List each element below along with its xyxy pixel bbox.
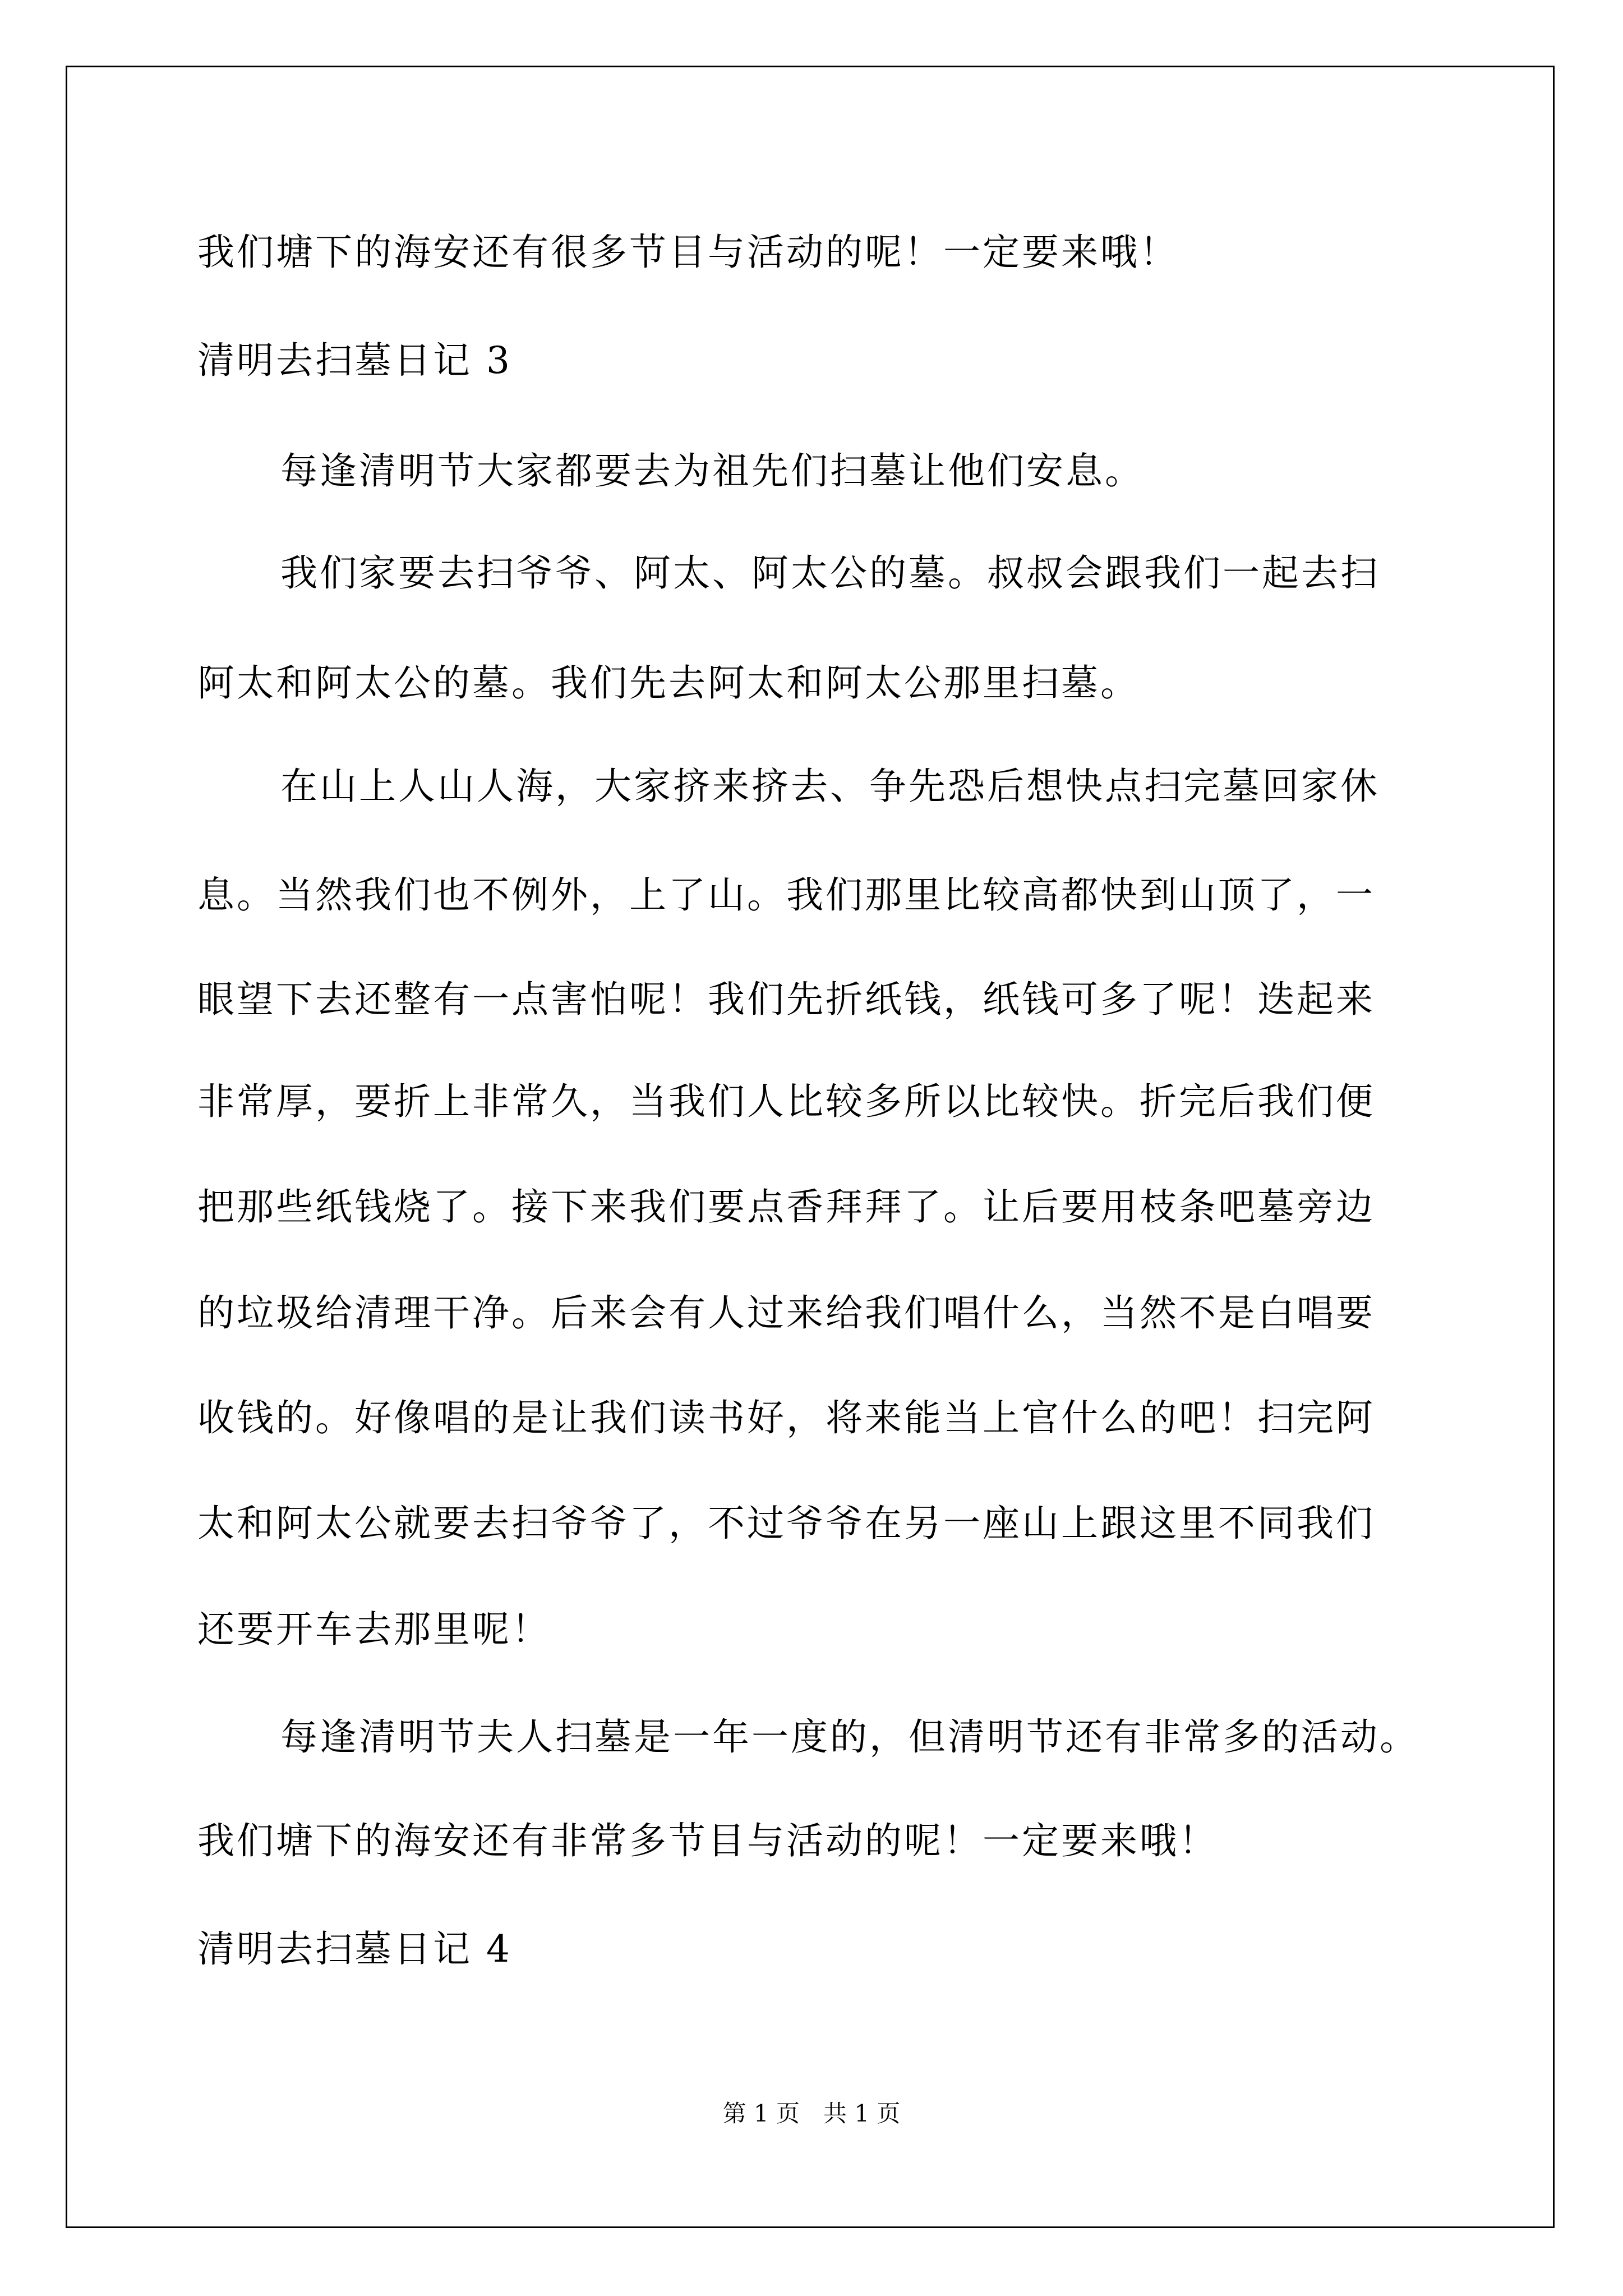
paragraph-line: 我们塘下的海安还有非常多节目与活动的呢！一定要来哦！ (197, 1819, 1218, 1862)
page-border (66, 66, 1555, 2228)
page-number-footer: 第 1 页 共 1 页 (722, 2100, 901, 2127)
paragraph-line: 的垃圾给清理干净。后来会有人过来给我们唱什么，当然不是白唱要 (197, 1291, 1375, 1335)
paragraph-line: 我们家要去扫爷爷、阿太、阿太公的墓。叔叔会跟我们一起去扫 (280, 551, 1380, 595)
paragraph-line: 阿太和阿太公的墓。我们先去阿太和阿太公那里扫墓。 (197, 661, 1140, 705)
paragraph-line: 我们塘下的海安还有很多节目与活动的呢！一定要来哦！ (197, 231, 1179, 274)
paragraph-line: 每逢清明节夫人扫墓是一年一度的，但清明节还有非常多的活动。 (280, 1715, 1419, 1759)
paragraph-line: 每逢清明节大家都要去为祖先们扫墓让他们安息。 (280, 449, 1144, 493)
paragraph-line: 眼望下去还整有一点害怕呢！我们先折纸钱，纸钱可多了呢！迭起来 (197, 978, 1375, 1021)
paragraph-line: 在山上人山人海，大家挤来挤去、争先恐后想快点扫完墓回家休 (280, 765, 1380, 808)
paragraph-line: 还要开车去那里呢！ (197, 1608, 551, 1651)
paragraph-line: 太和阿太公就要去扫爷爷了，不过爷爷在另一座山上跟这里不同我们 (197, 1502, 1375, 1545)
paragraph-line: 息。当然我们也不例外，上了山。我们那里比较高都快到山顶了，一 (197, 873, 1375, 917)
paragraph-line: 把那些纸钱烧了。接下来我们要点香拜拜了。让后要用枝条吧墓旁边 (197, 1185, 1375, 1228)
paragraph-line: 非常厚，要折上非常久，当我们人比较多所以比较快。折完后我们便 (197, 1080, 1375, 1123)
section-heading: 清明去扫墓日记 3 (197, 339, 512, 382)
section-heading: 清明去扫墓日记 4 (197, 1927, 512, 1971)
paragraph-line: 收钱的。好像唱的是让我们读书好，将来能当上官什么的吧！扫完阿 (197, 1396, 1375, 1439)
